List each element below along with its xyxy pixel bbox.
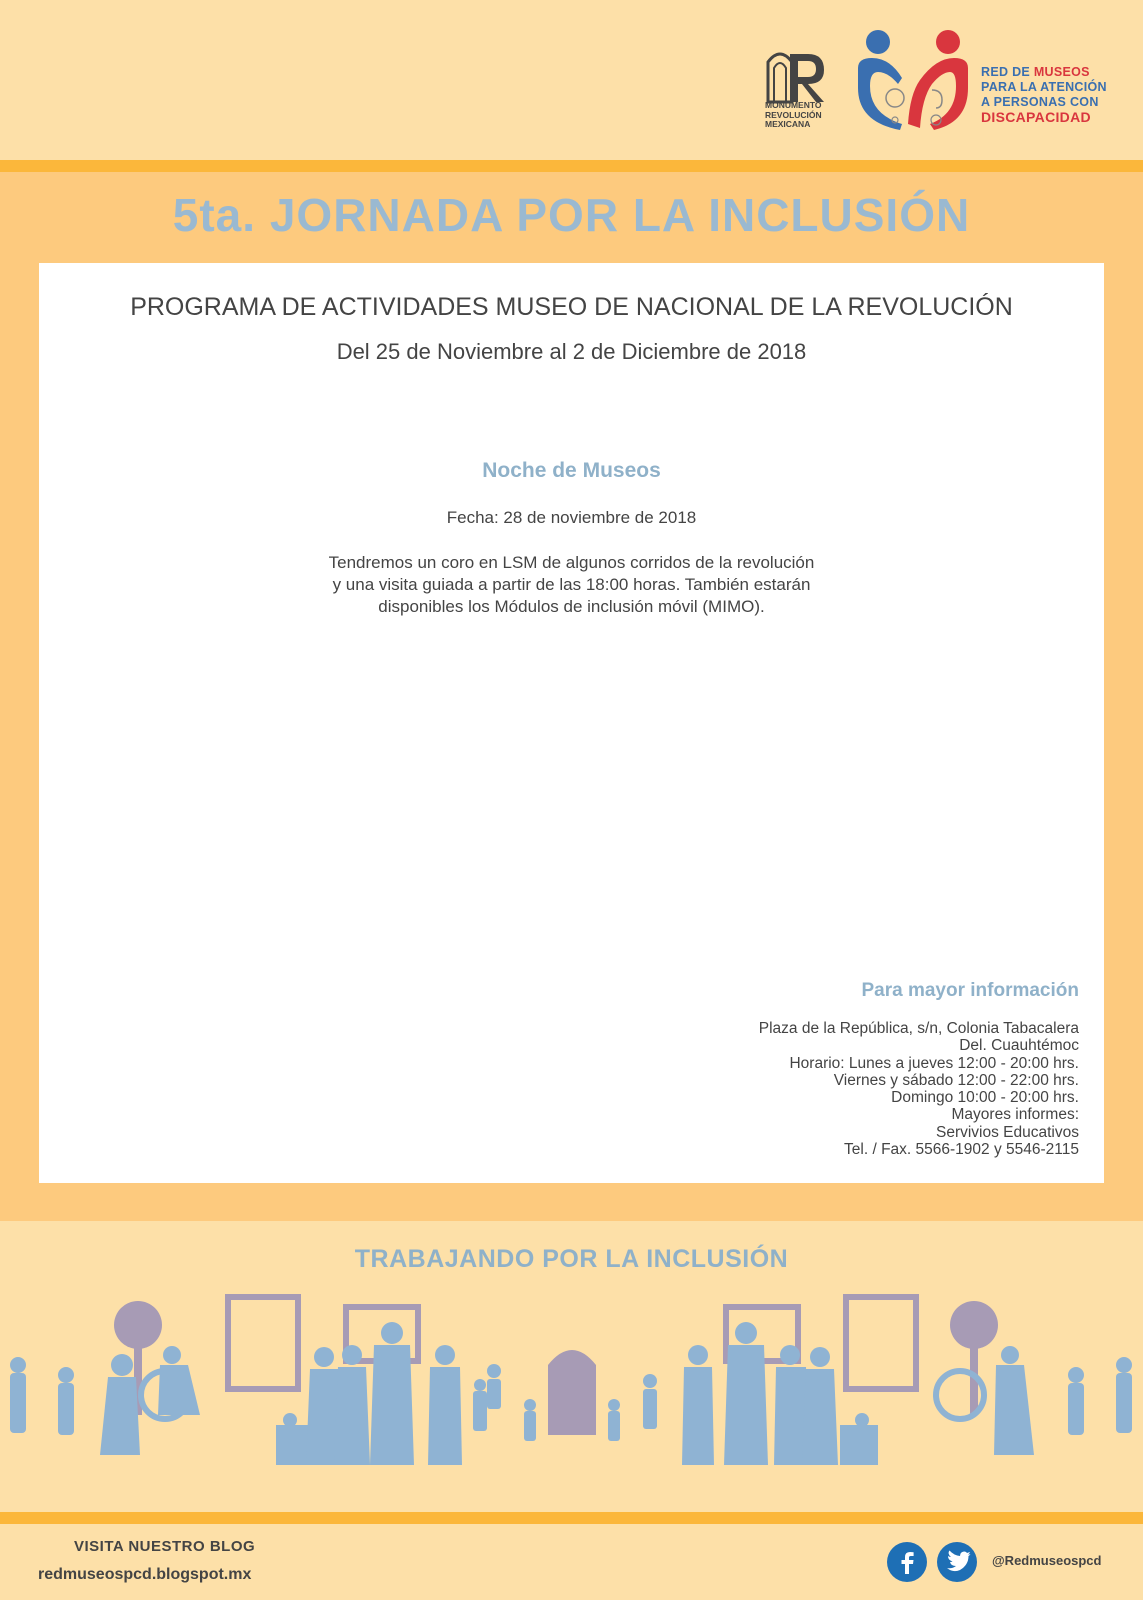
- info-hours-weekday: Horario: Lunes a jueves 12:00 - 20:00 hrs.: [789, 1054, 1079, 1072]
- red-line-1-highlight: MUSEOS: [1033, 65, 1090, 79]
- red-museos-logo: [850, 28, 975, 133]
- bottom-stripe: [0, 1512, 1143, 1524]
- program-card: [39, 263, 1104, 1183]
- museum-silhouette-illustration: [0, 1285, 1143, 1510]
- info-delegation: Del. Cuauhtémoc: [959, 1037, 1079, 1055]
- footer-title: TRABAJANDO POR LA INCLUSIÓN: [354, 1245, 789, 1273]
- twitter-icon[interactable]: [937, 1542, 977, 1582]
- red-museos-text: [981, 65, 1107, 125]
- monumento-line-2: REVOLUCIÓN: [765, 109, 822, 120]
- red-line-4: DISCAPACIDAD: [981, 109, 1091, 125]
- blog-url-link[interactable]: redmuseospcd.blogspot.mx: [38, 1566, 252, 1583]
- blog-label: VISITA NUESTRO BLOG: [74, 1538, 256, 1555]
- info-hours-fri-sat: Viernes y sábado 12:00 - 22:00 hrs.: [833, 1071, 1079, 1089]
- monumento-line-1: MONUMENTO: [765, 100, 822, 110]
- facebook-icon[interactable]: [887, 1542, 927, 1582]
- red-line-2: PARA LA ATENCIÓN: [981, 80, 1107, 94]
- top-stripe: [0, 160, 1143, 172]
- info-department: Servivios Educativos: [935, 1123, 1079, 1141]
- social-icons: [886, 1541, 978, 1588]
- program-dates: Del 25 de Noviembre al 2 de Diciembre de 2018: [336, 339, 807, 364]
- red-line-1: [981, 65, 1107, 80]
- red-line-3: A PERSONAS CON: [981, 95, 1099, 109]
- social-handle[interactable]: @Redmuseospcd: [992, 1553, 1102, 1568]
- event-date: Fecha: 28 de noviembre de 2018: [446, 508, 697, 527]
- info-phone: Tel. / Fax. 5566-1902 y 5546-2115: [844, 1141, 1079, 1159]
- monumento-line-3: MEXICANA: [765, 119, 811, 129]
- event-title: Noche de Museos: [482, 459, 661, 482]
- info-hours-sunday: Domingo 10:00 - 20:00 hrs.: [891, 1089, 1079, 1107]
- event-description: Tendremos un coro en LSM de algunos corridos de la revolución y una visita guiada a partir de las 18:00 horas. También estarán disponibles los Módulos de inclusión móvil (MIMO).: [328, 553, 815, 616]
- main-title: 5ta. JORNADA POR LA INCLUSIÓN: [172, 189, 971, 241]
- info-title: Para mayor información: [861, 980, 1079, 1001]
- monumento-logo-text: [765, 101, 822, 130]
- info-lines: [619, 1020, 1079, 1158]
- info-more-label: Mayores informes:: [951, 1106, 1079, 1124]
- program-title: PROGRAMA DE ACTIVIDADES MUSEO DE NACIONAL DE LA REVOLUCIÓN: [130, 293, 1013, 321]
- red-line-1-prefix: RED DE: [981, 65, 1034, 79]
- info-address: Plaza de la República, s/n, Colonia Tabacalera: [758, 1020, 1079, 1037]
